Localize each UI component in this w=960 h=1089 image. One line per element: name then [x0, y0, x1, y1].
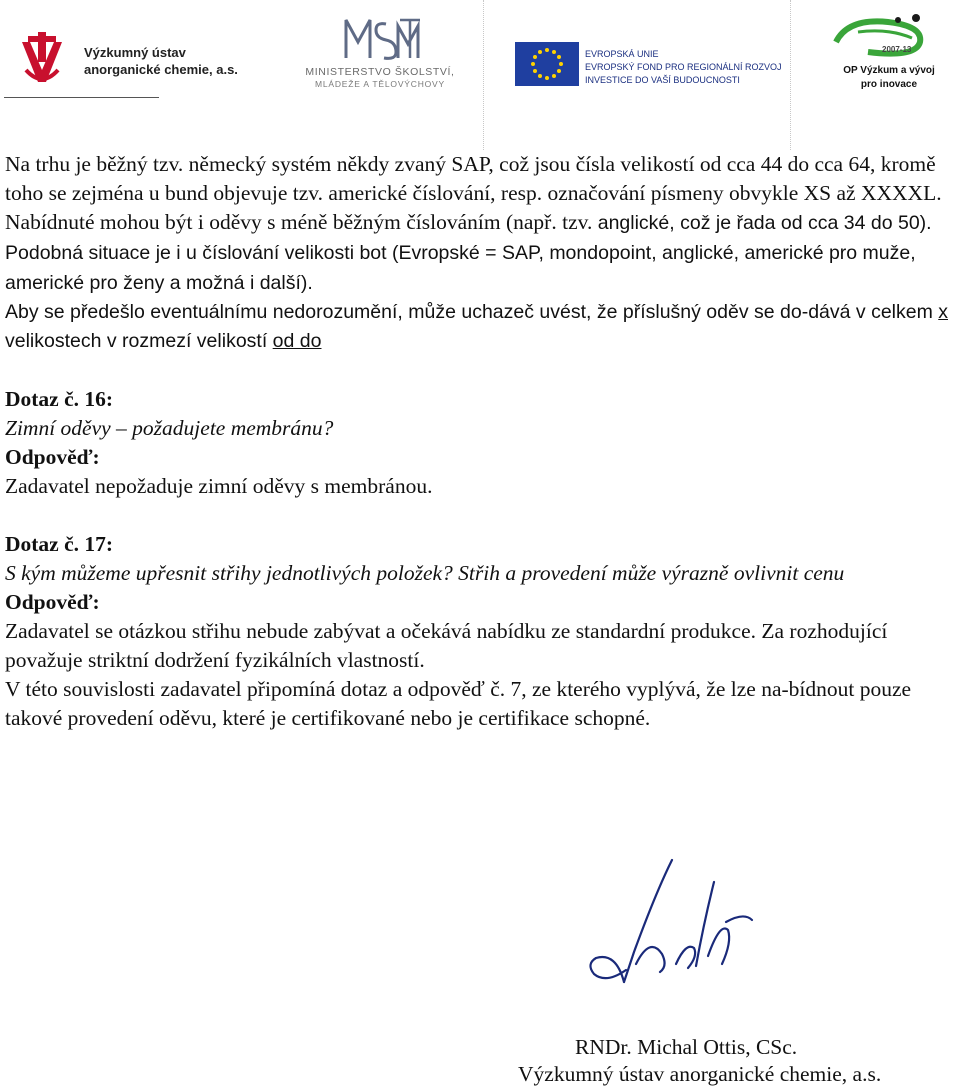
- institute-logo-line-2: anorganické chemie, a.s.: [84, 62, 238, 77]
- question-17-heading: Dotaz č. 17:: [5, 532, 114, 556]
- op-swoosh-icon: [828, 12, 954, 62]
- op-vavpi-logo: [828, 12, 954, 92]
- size-count-placeholder: x: [938, 301, 948, 323]
- question-16-text: Zimní oděvy – požadujete membránu?: [5, 416, 334, 440]
- size-range-placeholder: od do: [272, 330, 322, 352]
- question-16-heading: Dotaz č. 16:: [5, 387, 114, 411]
- answer-17-label: Odpověď:: [5, 590, 100, 614]
- header-rule: [4, 97, 159, 98]
- institute-logo: [18, 30, 268, 90]
- signatory-name: RNDr. Michal Ottis, CSc.: [575, 1035, 798, 1059]
- answer-16-label: Odpověď:: [5, 445, 100, 469]
- paragraph-size-range-part-2: velikostech v rozmezí velikostí: [5, 330, 273, 352]
- vuanch-emblem-icon: [18, 30, 74, 90]
- ministry-logo-line-1: MINISTERSTVO ŠKOLSTVÍ,: [305, 66, 455, 78]
- document-body: [5, 150, 960, 733]
- paragraph-sizing-part-2: anglické, což je řada od cca 34 do 50). Podobná situace je i u číslování velikosti bot (Evropské = SAP, mondopoint, anglické, americké pro muže, americké pro ženy a možná i další).: [5, 212, 932, 294]
- header-divider-2: [790, 0, 791, 150]
- institute-logo-line-1: Výzkumný ústav: [84, 45, 186, 60]
- op-logo-line-1: OP Výzkum a vývoj: [843, 65, 935, 76]
- question-17-text: S kým můžeme upřesnit střihy jednotlivých položek? Střih a provedení může výrazně ovlivnit cenu: [5, 561, 845, 585]
- paragraph-sizing-systems: [5, 150, 960, 298]
- eu-logo-line-2: EVROPSKÝ FOND PRO REGIONÁLNÍ ROZVOJ: [585, 62, 782, 72]
- paragraph-sizing-part-1: Na trhu je běžný tzv. německý systém někdy zvaný SAP, což jsou čísla velikostí od cca 44 do cca 64, kromě toho se zejména u bund objevuje tzv. americké číslování, resp. označování písmeny obvykle XS až XXXXL. Nabídnuté mohou být i oděvy s méně běžným číslováním (např. tzv.: [5, 152, 942, 234]
- eu-logo-line-3: INVESTICE DO VAŠÍ BUDOUCNOSTI: [585, 75, 740, 85]
- handwritten-signature: [576, 852, 786, 1002]
- eu-logo: [515, 42, 782, 92]
- ministry-logo: [300, 12, 460, 92]
- paragraph-size-range: [5, 298, 960, 356]
- op-logo-years: 2007-13: [882, 45, 912, 54]
- answer-16-text: Zadavatel nepožaduje zimní oděvy s membránou.: [5, 474, 433, 498]
- eu-flag-icon: [515, 42, 579, 86]
- op-logo-line-2: pro inovace: [860, 79, 918, 90]
- answer-17-text-1: Zadavatel se otázkou střihu nebude zabývat a očekává nabídku ze standardní produkce. Za rozhodující považuje striktní dodržení fyzikálních vlastností.: [5, 619, 888, 672]
- signatory-organization: Výzkumný ústav anorganické chemie, a.s.: [518, 1062, 882, 1086]
- header-divider-1: [483, 0, 484, 150]
- eu-logo-line-1: EVROPSKÁ UNIE: [585, 49, 659, 59]
- paragraph-size-range-part-1: Aby se předešlo eventuálnímu nedorozumění, může uchazeč uvést, že příslušný oděv se do-dává v celkem: [5, 301, 939, 323]
- msmt-monogram-icon: [300, 12, 460, 64]
- ministry-logo-line-2: MLÁDEŽE A TĚLOVÝCHOVY: [314, 79, 445, 89]
- answer-17-text-2: V této souvislosti zadavatel připomíná dotaz a odpověď č. 7, ze kterého vyplývá, že lze na-bídnout pouze takové provedení oděvu, které je certifikované nebo je certifikace schopné.: [5, 677, 912, 730]
